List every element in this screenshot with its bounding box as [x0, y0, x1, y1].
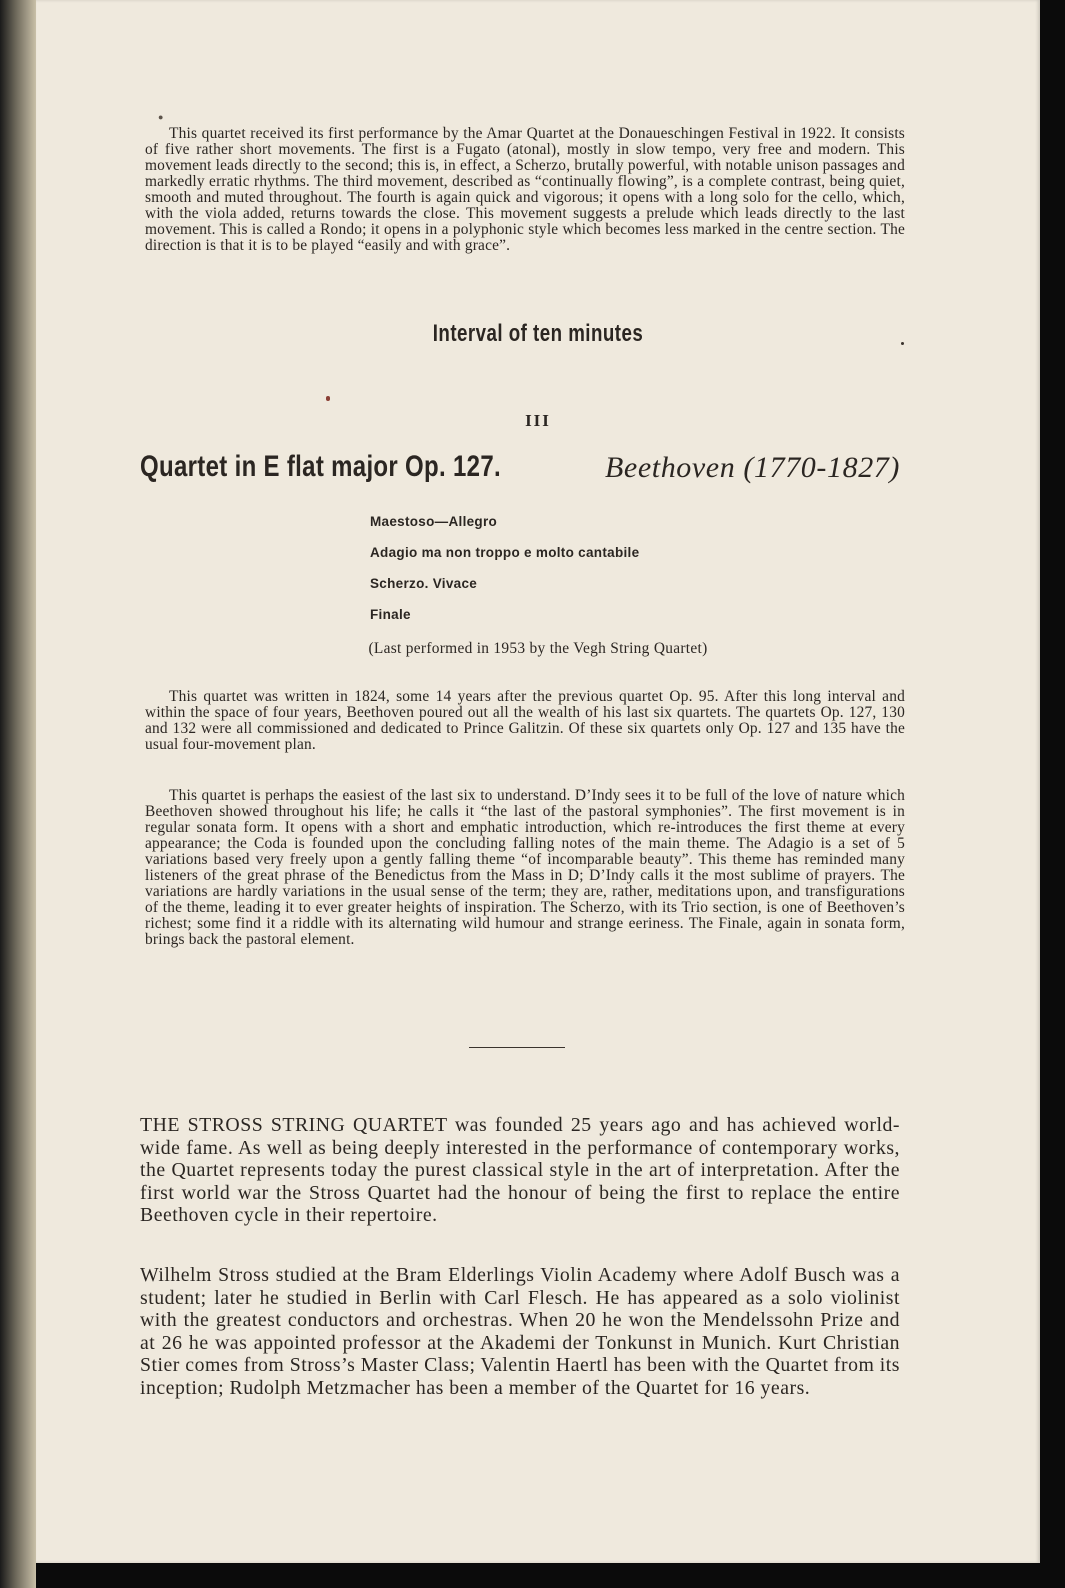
ensemble-bio-paragraph: THE STROSS STRING QUARTET was founded 25 years ago and has achieved world-wide fame. As well as being deeply interested in the performance of contemporary works, the Quartet represents today the purest classical style in the art of interpretation. After the first world war the Stross Quartet had the honour of being the first to replace the entire Beethoven cycle in their repertoire. [140, 1114, 900, 1226]
ink-spot [326, 396, 330, 401]
last-performed-note: (Last performed in 1953 by the Vegh String Quartet) [368, 640, 708, 657]
footnote-mark: ● [158, 112, 164, 122]
programme-page [36, 0, 1040, 1563]
movement-item: Adagio ma non troppo e molto cantabile [370, 545, 640, 560]
section-divider [469, 1047, 565, 1048]
work-description-paragraph: This quartet is perhaps the easiest of the last six to understand. D’Indy sees it to be full of the love of nature which Beethoven showed throughout his life; he calls it “the last of the pastoral symphonies”. The first movement is in regular sonata form. It opens with a short and emphatic introduction, which re-introduces the first theme at every appearance; the Coda is founded upon the concluding falling notes of the main theme. The Adagio is a set of 5 variations based very freely upon a gently falling theme “of incomparable beauty”. This theme has reminded many listeners of the great phrase of the Benedictus from the Mass in D; D’Indy calls it the most sublime of prayers. The variations are hardly variations in the usual sense of the term; they are, rather, meditations upon, and transfigurations of the theme, leading it to ever greater heights of inspiration. The Scherzo, with its Trio section, is one of Beethoven’s richest; some find it a riddle with its alternating wild humour and strange eeriness. The Finale, again in sonata form, brings back the pastoral element. [145, 787, 905, 948]
interval-heading: Interval of ten minutes [432, 320, 644, 347]
work-title: Quartet in E flat major Op. 127. [140, 450, 501, 483]
work-description-paragraph: This quartet was written in 1824, some 14 years after the previous quartet Op. 95. After this long interval and within the space of four years, Beethoven poured out all the wealth of his last six quartets. The quartets Op. 127, 130 and 132 were all commissioned and dedicated to Prince Galitzin. Of these six quartets only Op. 127 and 135 have the usual four-movement plan. [145, 688, 905, 753]
movement-item: Finale [370, 607, 411, 622]
movement-list [370, 512, 639, 636]
scan-edge [0, 0, 36, 1588]
programme-note: This quartet received its first performance by the Amar Quartet at the Donaueschingen Festival in 1922. It consists of five rather short movements. The first is a Fugato (atonal), mostly in slow tempo, very free and modern. This movement leads directly to the second; this is, in effect, a Scherzo, brutally powerful, with notable unison passages and markedly erratic rhythms. The third movement, described as “continually flowing”, is a complete contrast, being quiet, smooth and muted throughout. The fourth is again quick and vigorous; it opens with a long solo for the cello, which, with the viola added, returns towards the close. This movement suggests a prelude which leads directly to the last movement. This is called a Rondo; it opens in a polyphonic style which becomes less marked in the centre section. The direction is that it is to be played “easily and with grace”. [145, 125, 905, 254]
ensemble-bio-paragraph: Wilhelm Stross studied at the Bram Elderlings Violin Academy where Adolf Busch was a student; later he studied in Berlin with Carl Flesch. He has appeared as a solo violinist with the greatest conductors and orchestras. When 20 he won the Mendelssohn Prize and at 26 he was appointed professor at the Akademi der Tonkunst in Munich. Kurt Christian Stier comes from Stross’s Master Class; Valentin Haertl has been with the Quartet from its inception; Rudolph Metzmacher has been a member of the Quartet for 16 years. [140, 1264, 900, 1399]
movement-item: Maestoso—Allegro [370, 514, 498, 529]
movement-item: Scherzo. Vivace [370, 576, 478, 591]
composer-name: Beethoven (1770-1827) [605, 451, 900, 484]
section-numeral: III [525, 411, 551, 430]
